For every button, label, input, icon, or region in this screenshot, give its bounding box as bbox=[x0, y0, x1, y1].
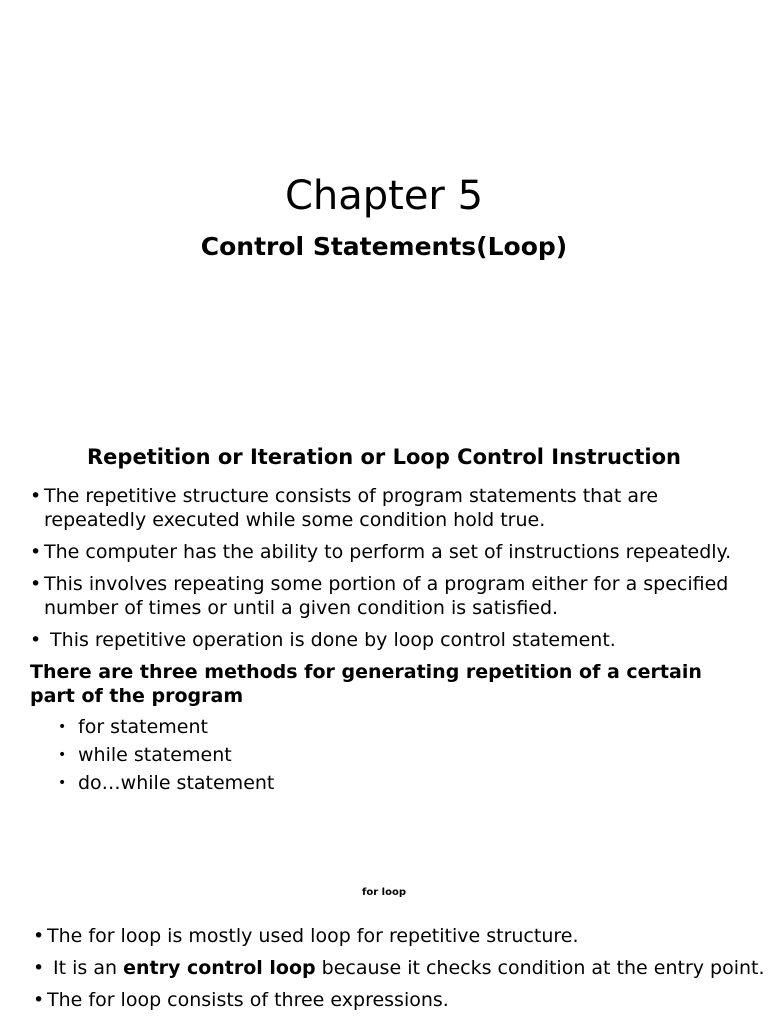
list-item bbox=[30, 484, 750, 532]
list-item bbox=[58, 713, 274, 741]
method-text: for statement bbox=[78, 716, 208, 738]
bullet-icon: • bbox=[33, 957, 45, 979]
bullet-icon: • bbox=[58, 719, 67, 735]
bullet-text: This repetitive operation is done by loop control statement. bbox=[44, 629, 616, 651]
bullet-text: This involves repeating some portion of a program either for a specified number of times or until a given condition is satisfied. bbox=[44, 573, 729, 619]
bullet-text: The computer has the ability to perform a set of instructions repeatedly. bbox=[44, 541, 732, 563]
bullet-text: The repetitive structure consists of program statements that are repeatedly executed while some condition hold true. bbox=[44, 485, 659, 531]
bullet-icon: • bbox=[58, 747, 67, 763]
methods-list bbox=[58, 713, 274, 797]
chapter-subtitle: Control Statements(Loop) bbox=[200, 232, 568, 261]
bullet-icon: • bbox=[33, 925, 45, 947]
bullet-text: The for loop consists of three expressions. bbox=[47, 989, 449, 1011]
bullet-text-post: because it checks condition at the entry point. bbox=[315, 957, 765, 979]
method-text: while statement bbox=[78, 744, 232, 766]
bullet-icon: • bbox=[58, 775, 67, 791]
bullet-icon: • bbox=[30, 573, 42, 595]
method-text: do…while statement bbox=[78, 772, 275, 794]
list-item bbox=[33, 956, 765, 980]
slide-title: Repetition or Iteration or Loop Control Instruction bbox=[87, 445, 681, 469]
bullet-list bbox=[33, 924, 765, 1020]
bullet-icon: • bbox=[30, 541, 42, 563]
list-item bbox=[58, 741, 274, 769]
slide-title: for loop bbox=[362, 887, 406, 898]
methods-intro: There are three methods for generating repetition of a certain part of the program bbox=[30, 661, 702, 707]
list-item bbox=[30, 572, 750, 620]
list-item bbox=[30, 628, 750, 652]
bullet-text-pre: It is an bbox=[47, 957, 124, 979]
list-item bbox=[30, 540, 750, 564]
bullet-text: The for loop is mostly used loop for repetitive structure. bbox=[47, 925, 579, 947]
list-item bbox=[33, 924, 753, 948]
list-item bbox=[33, 988, 753, 1012]
list-item bbox=[58, 769, 274, 797]
bullet-icon: • bbox=[33, 989, 45, 1011]
chapter-title: Chapter 5 bbox=[284, 173, 484, 219]
bullet-list bbox=[30, 484, 750, 660]
bullet-icon: • bbox=[30, 629, 42, 651]
bullet-text-bold: entry control loop bbox=[123, 957, 316, 979]
bullet-icon: • bbox=[30, 485, 42, 507]
